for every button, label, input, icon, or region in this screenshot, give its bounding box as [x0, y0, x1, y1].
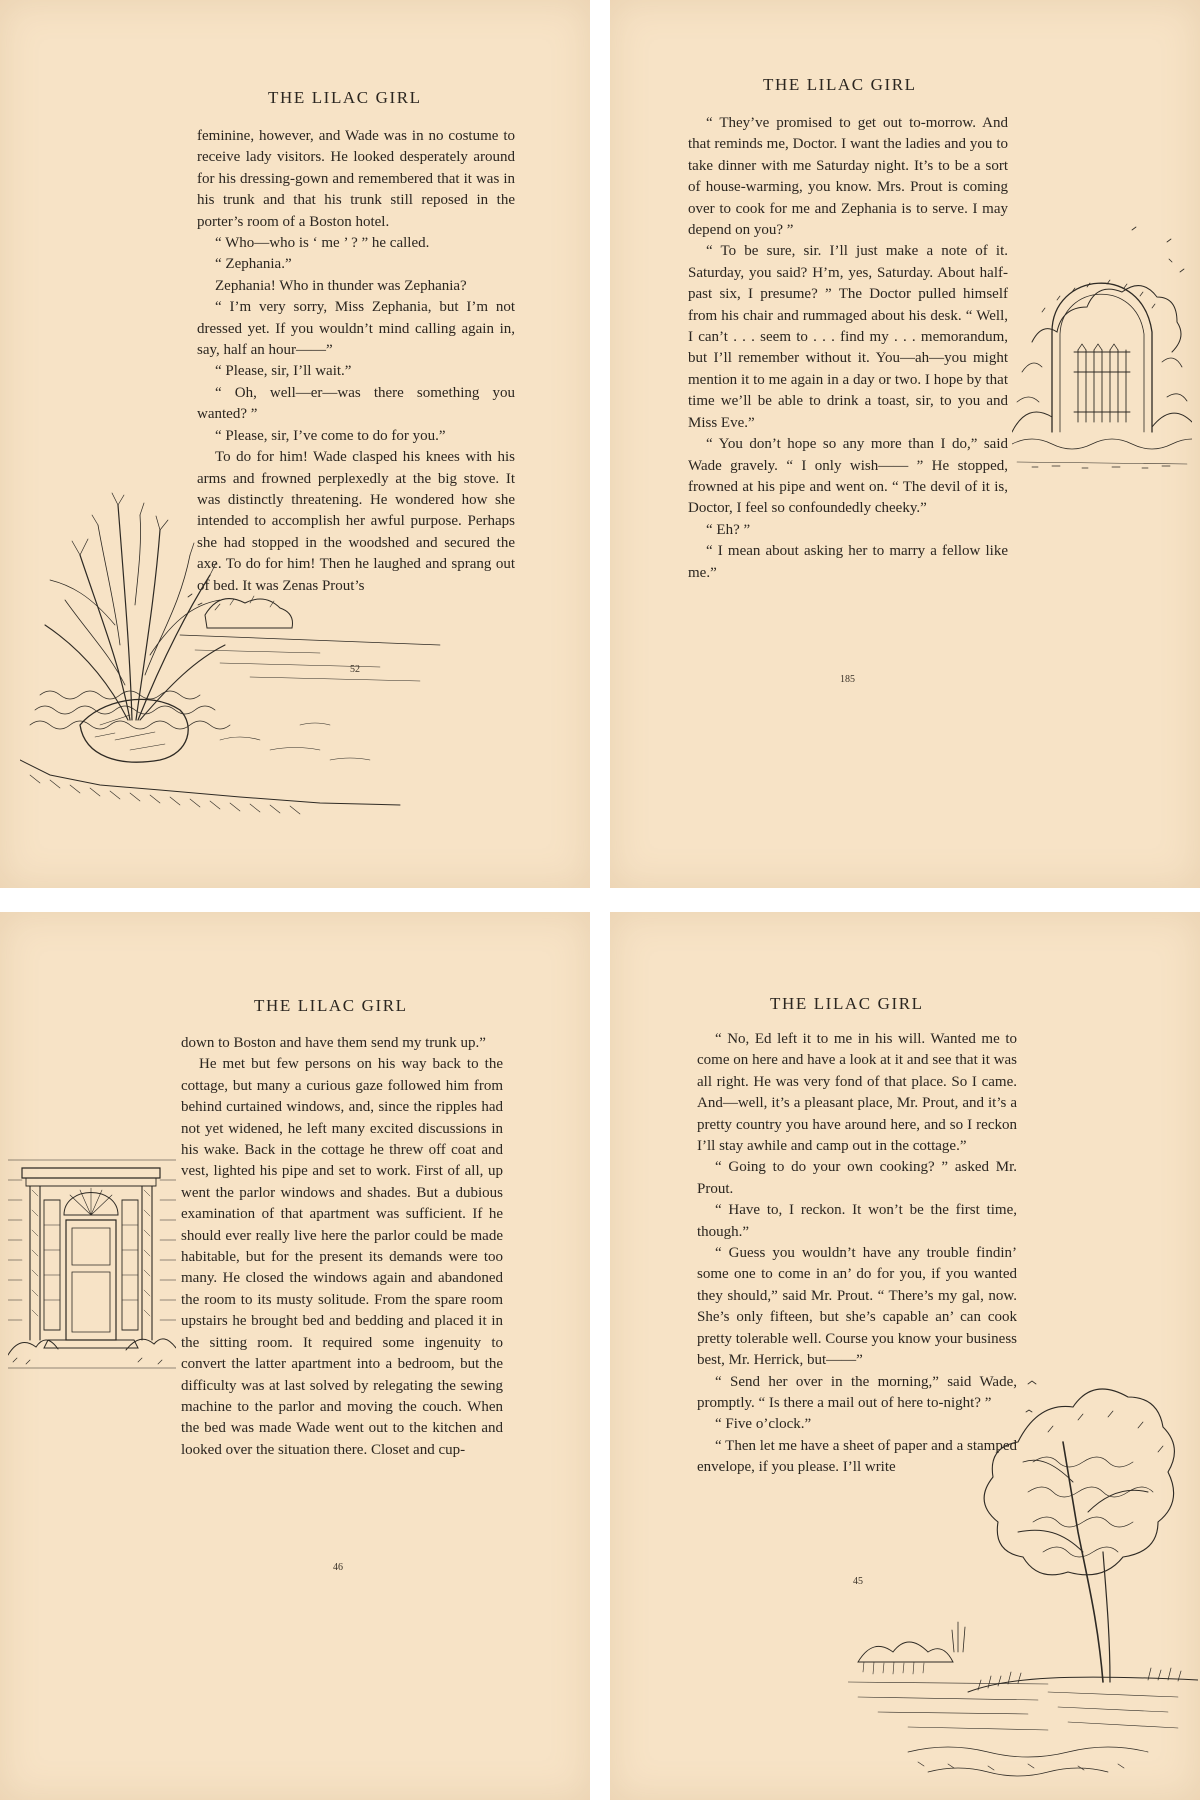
- paragraph: “ Send her over in the morning,” said Wade, promptly. “ Is there a mail out of here to-night? ”: [697, 1373, 1017, 1411]
- tree-pond-landscape-illustration: [848, 1362, 1198, 1792]
- page-text: [181, 1033, 503, 1461]
- page-number: 45: [853, 1576, 863, 1587]
- book-page-46: [0, 912, 590, 1800]
- page-number: 52: [350, 664, 360, 675]
- paragraph: “ I mean about asking her to marry a fellow like me.”: [688, 543, 1008, 581]
- cottage-doorway-illustration: [8, 1140, 176, 1375]
- paragraph: “ No, Ed left it to me in his will. Wanted me to come on here and have a look at it and see that it was all right. He was very fond of that place. So I came. And—well, it’s a pleasant place, Mr. Prout, and it’s a pretty country you have around here, and so I reckon I’ll stay awhile and camp out in the cottage.”: [697, 1031, 1017, 1155]
- paragraph: “ You don’t hope so any more than I do,” said Wade gravely. “ I only wish—— ” He stopped, frowned at his pipe and went on. “ The devil of it is, Doctor, I feel so confoundedly cheeky.”: [688, 436, 1008, 517]
- running-head: THE LILAC GIRL: [268, 88, 422, 107]
- paragraph: down to Boston and have them send my trunk up.”: [181, 1035, 486, 1051]
- paragraph: To do for him! Wade clasped his knees with his arms and frowned perplexedly at the big stove. It was distinctly threatening. He wondered how she intended to accomplish her awful purpose. Perhaps she had stopped in the woodshed and secured the axe. To do for him! Then he laughed and sprang out of bed. It was Zenas Prout’s: [197, 449, 515, 594]
- paragraph: He met but few persons on his way back to the cottage, but many a curious gaze followed him from behind curtained windows, and, since the ripples had not yet widened, he left many excited discussions in his wake. Back in the cottage he threw off coat and vest, lighted his pipe and set to work. First of all, up went the parlor windows and shades. But a dubious examination of that apartment was sufficient. If he should ever really live here the parlor could be made habitable, but for the present its demands were too many. He closed the windows again and abandoned the room to its musty solitude. From the spare room upstairs he brought bed and bedding and placed it in the sitting room. It required some ingenuity to convert the latter apartment into a bedroom, but the difficulty was at last solved by relegating the sewing machine to the parlor and moving the couch. When the bed was made Wade went out to the kitchen and looked over the situation there. Closet and cup-: [181, 1056, 503, 1458]
- page-text: [688, 113, 1008, 584]
- paragraph: “ They’ve promised to get out to-morrow. And that reminds me, Doctor. I want the ladies and you to take dinner with me Saturday night. It’s to be a sort of house-warming, you know. Mrs. Prout is coming over to cook for me and Zephania is to serve. I may depend on you? ”: [688, 115, 1008, 239]
- paragraph: “ I’m very sorry, Miss Zephania, but I’m not dressed yet. If you wouldn’t mind calling again in, say, half an hour——”: [197, 299, 515, 359]
- paragraph: “ Oh, well—er—was there something you wanted? ”: [197, 384, 515, 423]
- paragraph: “ Who—who is ‘ me ’ ? ” he called.: [215, 235, 430, 252]
- paragraph: feminine, however, and Wade was in no costume to receive lady visitors. He looked desperately around for his dressing-gown and remembered that it was in his trunk and that his trunk still reposed in the porter’s room of a Boston hotel.: [197, 128, 515, 230]
- paragraph: “ Zephania.”: [215, 256, 292, 273]
- book-page-52: [0, 0, 590, 888]
- paragraph: “ To be sure, sir. I’ll just make a note of it. Saturday, you said? H’m, yes, Saturday. About half-past six, I presume? ” The Doctor pulled himself from his chair and rummaged about his desk. “ Well, I can’t . . . seem to . . . find my . . . memorandum, but I’ll remember without it. You—ah—you might mention it to me again in a day or two. I hope by that time we’ll be able to drink a toast, sir, to you and Miss Eve.”: [688, 243, 1008, 431]
- paragraph: “ Please, sir, I’ll wait.”: [215, 363, 352, 380]
- running-head: THE LILAC GIRL: [770, 994, 924, 1013]
- paragraph: “ Guess you wouldn’t have any trouble findin’ some one to come in an’ do for you, if you wanted they should,” said Mr. Prout. “ There’s my gal, now. She’s only fifteen, but she’s capable an’ can cook pretty tolerable well. Course you know your business best, Mr. Herrick, but——”: [697, 1245, 1017, 1369]
- paragraph: “ Eh? ”: [706, 521, 751, 538]
- garden-gate-arbor-illustration: [1012, 222, 1192, 477]
- book-page-185: [610, 0, 1200, 888]
- paragraph: Zephania! Who in thunder was Zephania?: [215, 277, 467, 294]
- lilac-bush-landscape-illustration: [20, 485, 450, 825]
- paragraph: “ Five o’clock.”: [715, 1416, 812, 1433]
- running-head: THE LILAC GIRL: [254, 996, 408, 1015]
- paragraph: “ Please, sir, I’ve come to do for you.”: [215, 427, 446, 444]
- running-head: THE LILAC GIRL: [763, 75, 917, 94]
- book-page-45: [610, 912, 1200, 1800]
- paragraph: “ Then let me have a sheet of paper and a stamped envelope, if you please. I’ll write: [697, 1437, 1017, 1476]
- page-number: 185: [840, 674, 855, 685]
- paragraph: “ Have to, I reckon. It won’t be the first time, though.”: [697, 1202, 1017, 1240]
- paragraph: “ Going to do your own cooking? ” asked Mr. Prout.: [697, 1159, 1017, 1197]
- page-number: 46: [333, 1562, 343, 1573]
